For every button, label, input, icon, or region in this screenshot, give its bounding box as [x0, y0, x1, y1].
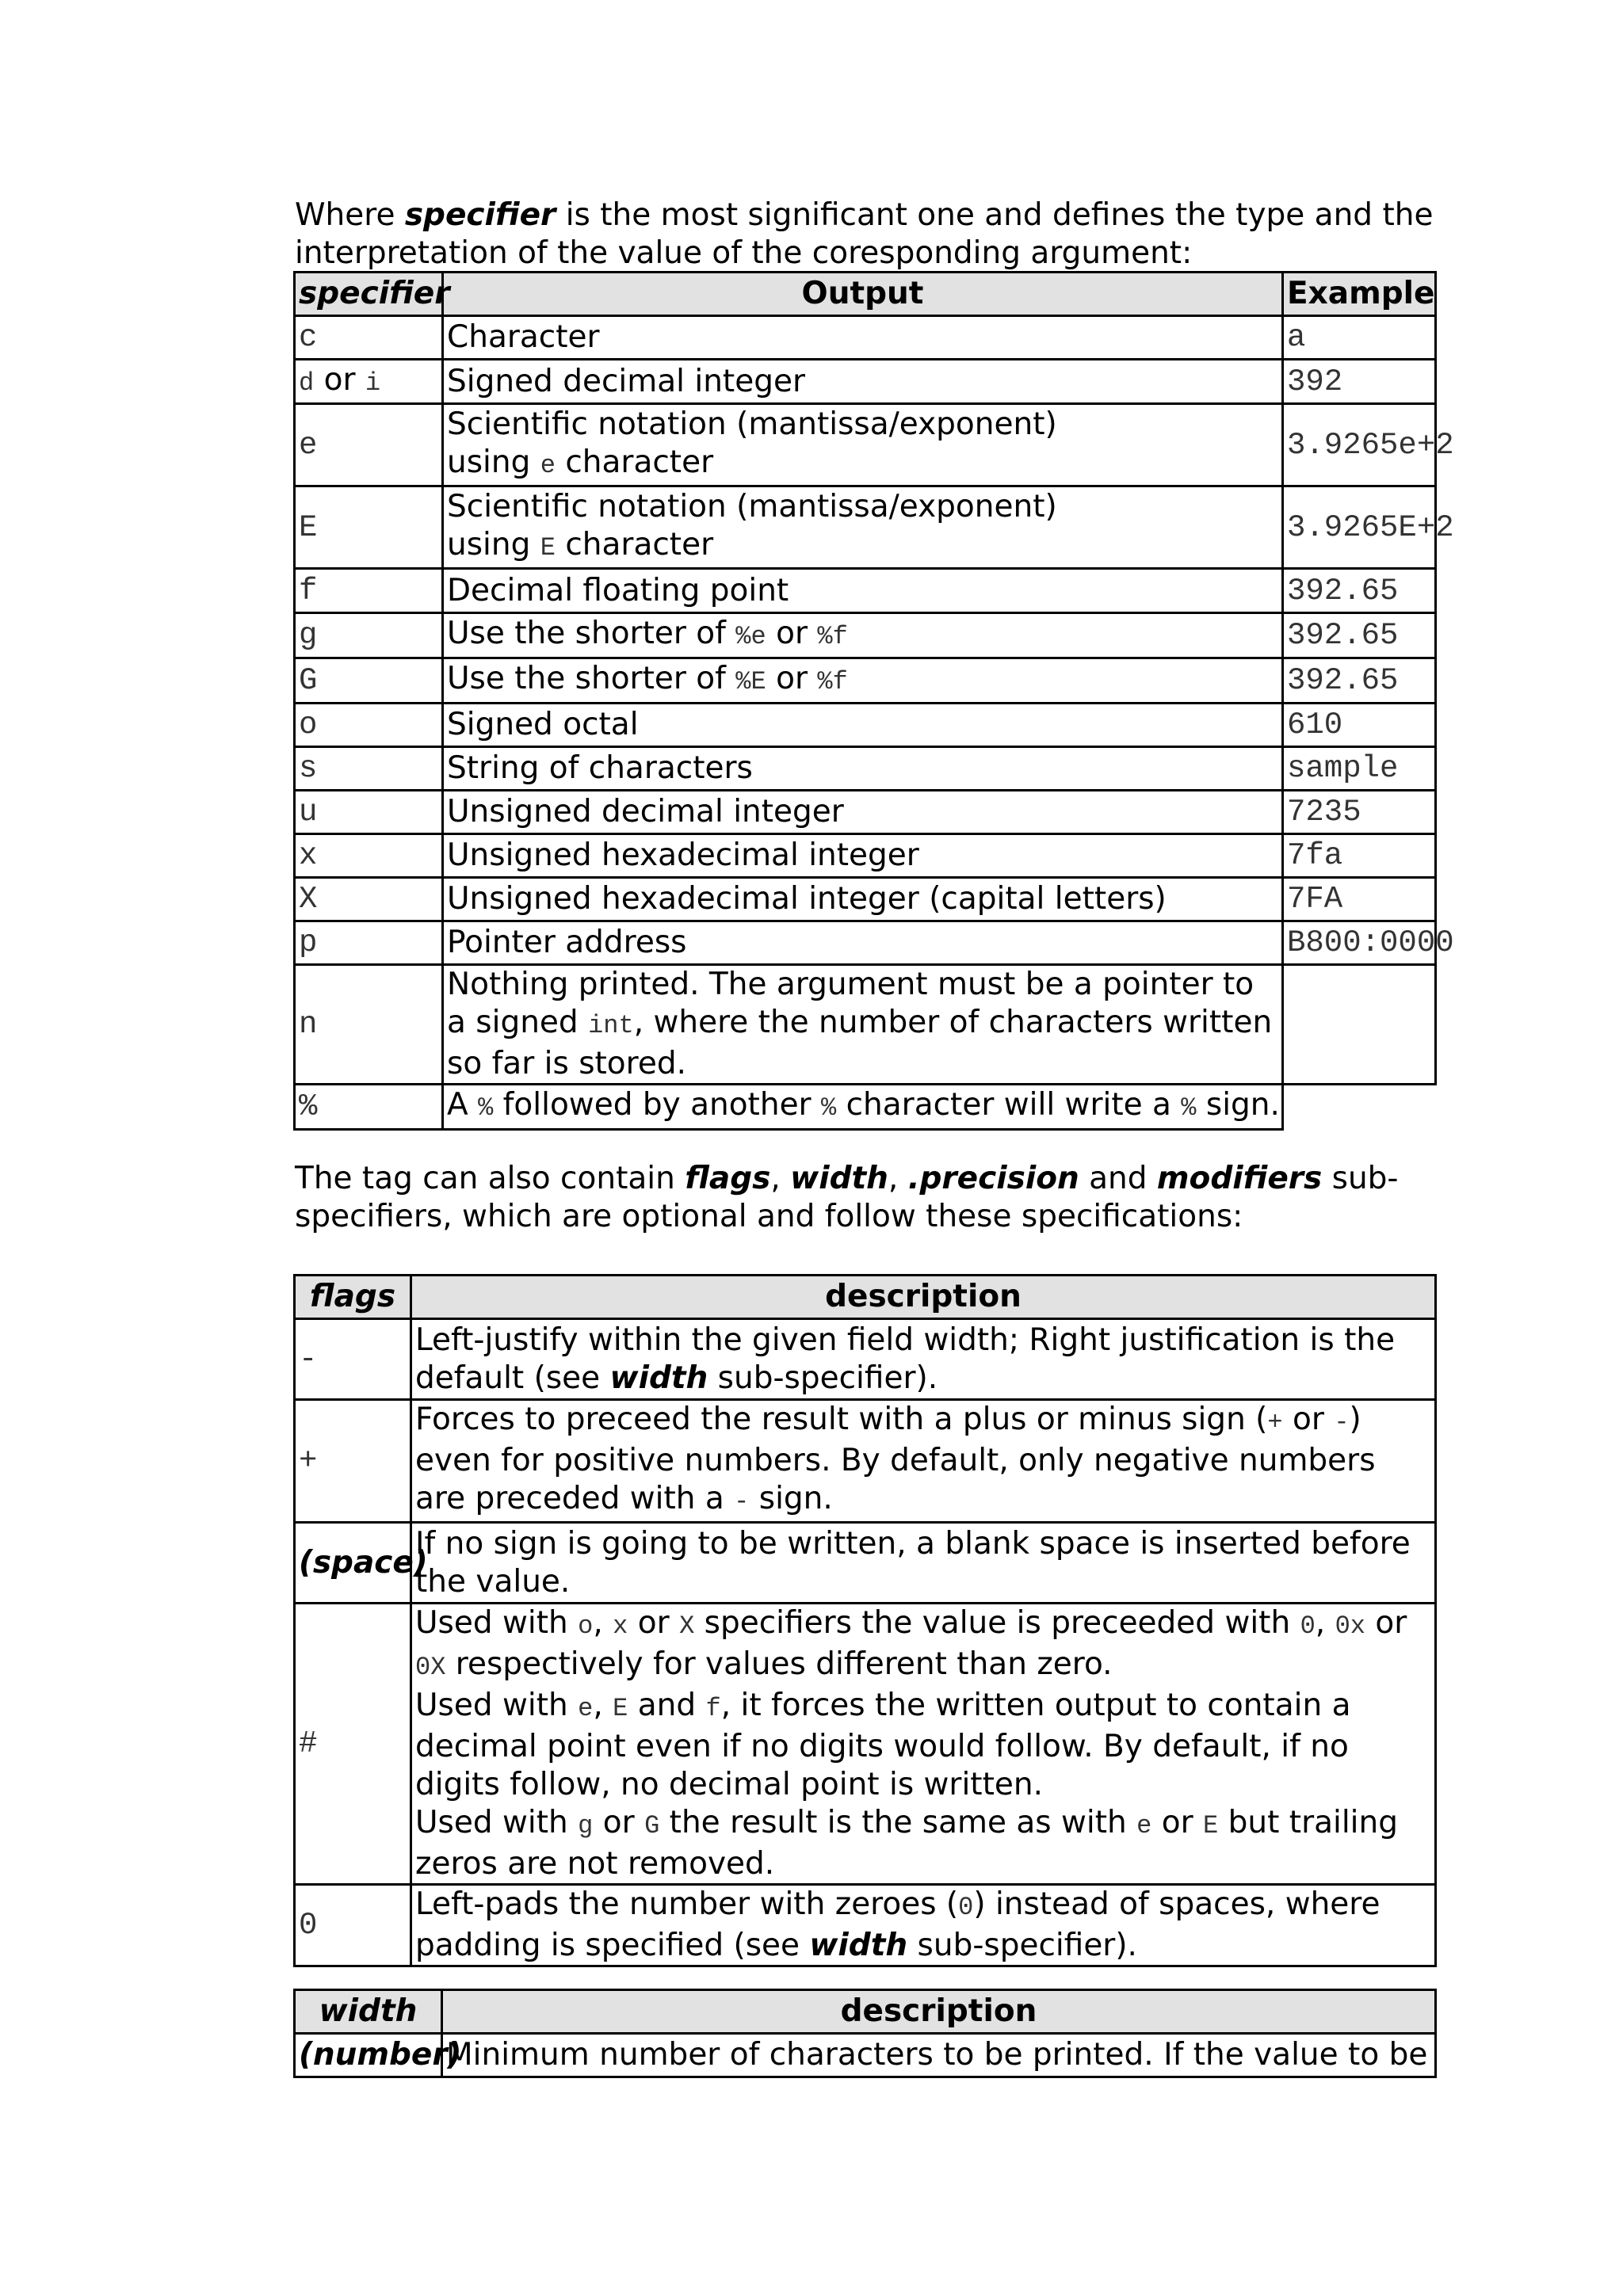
- output-cell: Use the shorter of %E or %f: [443, 658, 1283, 704]
- intro-text: Where: [295, 197, 405, 233]
- example-cell: 392.65: [1283, 569, 1436, 613]
- specifier-cell: X: [295, 878, 443, 921]
- table-row: [295, 316, 1436, 360]
- column-header: description: [411, 1276, 1436, 1319]
- description-cell: Left-justify within the given field width; Right justification is the default (see width sub-specifier).: [411, 1319, 1436, 1400]
- example-cell: sample: [1283, 747, 1436, 791]
- table-row: [295, 1319, 1436, 1400]
- example-cell: 7235: [1283, 791, 1436, 834]
- flag-cell: -: [295, 1319, 411, 1400]
- column-header: specifier: [295, 273, 443, 316]
- table-row: [295, 486, 1436, 569]
- table-row: [295, 613, 1436, 658]
- output-cell: Unsigned decimal integer: [443, 791, 1283, 834]
- table-row: [295, 360, 1436, 404]
- empty-cell: [1283, 1085, 1436, 1130]
- flags-table: [293, 1274, 1437, 1967]
- table-row: [295, 878, 1436, 921]
- flag-cell: +: [295, 1400, 411, 1523]
- description-cell: Forces to preceed the result with a plus or minus sign (+ or -) even for positive numbers. By default, only negative numbers are preceded with a - sign.: [411, 1400, 1436, 1523]
- output-cell: Nothing printed. The argument must be a pointer to a signed int, where the number of characters written so far is stored.: [443, 965, 1283, 1085]
- specifier-cell: d or i: [295, 360, 443, 404]
- output-cell: Scientific notation (mantissa/exponent) using E character: [443, 486, 1283, 569]
- intro-paragraph: [295, 196, 1436, 273]
- table-row: [295, 834, 1436, 878]
- specifier-table: [293, 271, 1454, 1131]
- example-cell: 610: [1283, 704, 1436, 747]
- output-cell: Use the shorter of %e or %f: [443, 613, 1283, 658]
- specifier-cell: n: [295, 965, 443, 1085]
- example-cell: 3.9265e+2: [1283, 404, 1436, 486]
- table-row: [295, 1885, 1436, 1966]
- column-header: description: [442, 1990, 1436, 2034]
- description-cell: Used with o, x or X specifiers the value is preceeded with 0, 0x or 0X respectively for values different than zero. Used with e, E and f, it forces the written output to contain a decimal point even if no digits would follow. By default, if no digits follow, no decimal point is written. Used with g or G the result is the same as with e or E but trailing zeros are not removed.: [411, 1604, 1436, 1885]
- intro-text: is the most significant one and defines the type and the interpretation of the value of the coresponding argument:: [295, 197, 1434, 271]
- specifier-cell: s: [295, 747, 443, 791]
- specifier-cell: x: [295, 834, 443, 878]
- keyword-width: width: [790, 1161, 888, 1196]
- description-cell: If no sign is going to be written, a blank space is inserted before the value.: [411, 1523, 1436, 1604]
- example-cell: 3.9265E+2: [1283, 486, 1436, 569]
- description-cell: Minimum number of characters to be printed. If the value to be: [442, 2034, 1436, 2077]
- example-cell: 7FA: [1283, 878, 1436, 921]
- output-cell: Character: [443, 316, 1283, 360]
- output-cell: Decimal floating point: [443, 569, 1283, 613]
- table-row: [295, 658, 1436, 704]
- output-cell: A % followed by another % character will write a % sign.: [443, 1085, 1283, 1130]
- output-cell: Scientific notation (mantissa/exponent) using e character: [443, 404, 1283, 486]
- table-row: [295, 1523, 1436, 1604]
- output-cell: Unsigned hexadecimal integer (capital letters): [443, 878, 1283, 921]
- table-row: [295, 404, 1436, 486]
- flag-cell: #: [295, 1604, 411, 1885]
- keyword-precision: .precision: [907, 1161, 1079, 1196]
- specifier-cell: c: [295, 316, 443, 360]
- output-cell: Unsigned hexadecimal integer: [443, 834, 1283, 878]
- table-header-row: [295, 1990, 1436, 2034]
- example-cell: 392.65: [1283, 613, 1436, 658]
- specifier-cell: G: [295, 658, 443, 704]
- column-header: width: [295, 1990, 442, 2034]
- output-cell: Signed decimal integer: [443, 360, 1283, 404]
- example-cell: 7fa: [1283, 834, 1436, 878]
- example-cell: [1283, 965, 1436, 1085]
- column-header: Output: [443, 273, 1283, 316]
- table-row: [295, 569, 1436, 613]
- width-cell: (number): [295, 2034, 442, 2077]
- table-header-row: [295, 1276, 1436, 1319]
- specifier-cell: E: [295, 486, 443, 569]
- specifier-cell: f: [295, 569, 443, 613]
- specifier-cell: g: [295, 613, 443, 658]
- column-header: flags: [295, 1276, 411, 1319]
- output-cell: Pointer address: [443, 921, 1283, 965]
- example-cell: 392.65: [1283, 658, 1436, 704]
- column-header: Example: [1283, 273, 1436, 316]
- intro-keyword: specifier: [404, 197, 556, 233]
- keyword-modifiers: modifiers: [1156, 1161, 1323, 1196]
- subspecifier-paragraph: The tag can also contain flags, width, .precision and modifiers sub-specifiers, which are optional and follow these specifications:: [295, 1161, 1399, 1234]
- example-cell: 392: [1283, 360, 1436, 404]
- table-row: [295, 1085, 1436, 1130]
- output-cell: String of characters: [443, 747, 1283, 791]
- keyword-flags: flags: [685, 1161, 771, 1196]
- description-cell: Left-pads the number with zeroes (0) instead of spaces, where padding is specified (see width sub-specifier).: [411, 1885, 1436, 1966]
- output-cell: Signed octal: [443, 704, 1283, 747]
- table-header-row: [295, 273, 1436, 316]
- example-cell: B800:0000: [1283, 921, 1436, 965]
- flag-cell: 0: [295, 1885, 411, 1966]
- width-table: [293, 1989, 1437, 2078]
- table-row: [295, 747, 1436, 791]
- flag-cell: (space): [295, 1523, 411, 1604]
- table-row: [295, 704, 1436, 747]
- table-row: [295, 1604, 1436, 1885]
- specifier-cell: e: [295, 404, 443, 486]
- example-cell: a: [1283, 316, 1436, 360]
- specifier-cell: u: [295, 791, 443, 834]
- specifier-cell: p: [295, 921, 443, 965]
- table-row: [295, 965, 1436, 1085]
- specifier-cell: %: [295, 1085, 443, 1130]
- table-row: [295, 1400, 1436, 1523]
- table-row: [295, 921, 1436, 965]
- specifier-cell: o: [295, 704, 443, 747]
- table-row: [295, 2034, 1436, 2077]
- table-row: [295, 791, 1436, 834]
